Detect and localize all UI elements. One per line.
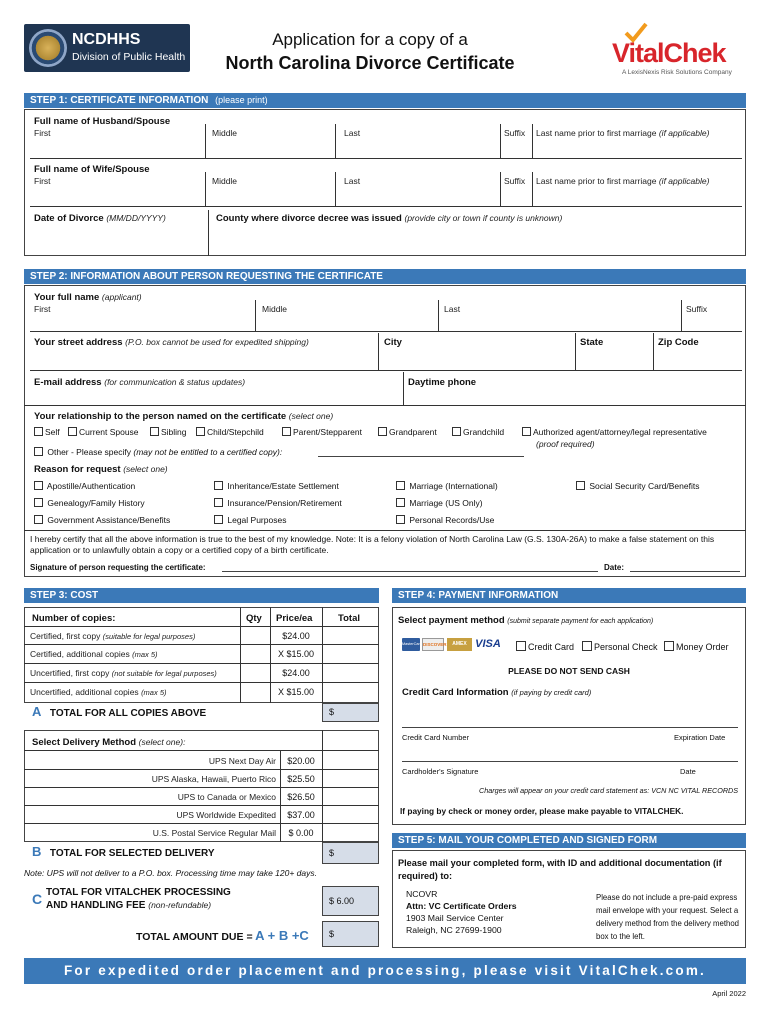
- phone-label: Daytime phone: [408, 377, 477, 388]
- addr-line: Attn: VC Certificate Orders: [406, 901, 517, 911]
- divider: [24, 663, 379, 664]
- page-title: North Carolina Divorce Certificate: [225, 53, 515, 73]
- total-c-label2: AND HANDLING FEE (non-refundable): [46, 900, 212, 911]
- rel-other-checkbox[interactable]: Other - Please specify (may not be entitled to a certified copy):: [34, 447, 282, 457]
- checkbox-icon[interactable]: [34, 427, 43, 436]
- zip-label: Zip Code: [658, 337, 699, 348]
- vitalchek-tagline: A LexisNexis Risk Solutions Company: [622, 69, 732, 76]
- checkbox-icon[interactable]: [214, 498, 223, 507]
- checkbox-icon[interactable]: [150, 427, 159, 436]
- pay-money-order-checkbox[interactable]: Money Order: [664, 641, 729, 652]
- amex-icon: AMEX: [447, 638, 472, 651]
- step3-heading: STEP 3: COST: [24, 588, 379, 603]
- step5-heading: STEP 5: MAIL YOUR COMPLETED AND SIGNED FORM: [392, 833, 746, 848]
- price-header: Price/ea: [276, 613, 313, 624]
- husband-middle-label: Middle: [212, 128, 238, 138]
- divider: [24, 530, 746, 531]
- d3-price: $26.50: [287, 792, 315, 802]
- applicant-name-input[interactable]: [30, 314, 742, 332]
- divider: [24, 787, 379, 788]
- addr-line: NCOVR: [406, 889, 438, 899]
- grand-total-input[interactable]: $: [322, 921, 379, 947]
- divider: [403, 372, 404, 405]
- total-b-row: B TOTAL FOR SELECTED DELIVERY: [32, 844, 215, 859]
- rel-child-checkbox[interactable]: Child/Stepchild: [196, 427, 264, 437]
- reason-personal-checkbox[interactable]: Personal Records/Use: [396, 515, 494, 525]
- copies-label: Number of copies:: [32, 613, 116, 624]
- d1-price: $20.00: [287, 756, 315, 766]
- wife-label: Full name of Wife/Spouse: [34, 164, 150, 175]
- reason-insurance-checkbox[interactable]: Insurance/Pension/Retirement: [214, 498, 342, 508]
- reason-inheritance-checkbox[interactable]: Inheritance/Estate Settlement: [214, 481, 339, 491]
- checkbox-icon[interactable]: [214, 515, 223, 524]
- checkbox-icon[interactable]: [664, 641, 674, 651]
- applicant-first-label: First: [34, 304, 51, 314]
- checkbox-icon[interactable]: [34, 481, 43, 490]
- vitalchek-logo: [610, 22, 750, 78]
- reason-gov-checkbox[interactable]: Government Assistance/Benefits: [34, 515, 170, 525]
- state-seal-icon: [29, 29, 67, 67]
- mail-instruction: Please mail your completed form, with ID and additional documentation (if required) to:: [398, 858, 722, 881]
- discover-icon: DISCOVER: [422, 638, 444, 651]
- divider: [24, 823, 379, 824]
- cardholder-signature-input[interactable]: [402, 746, 738, 762]
- rel-self-checkbox[interactable]: Self: [34, 427, 60, 437]
- reason-apostille-checkbox[interactable]: Apostille/Authentication: [34, 481, 135, 491]
- checkbox-icon[interactable]: [396, 481, 405, 490]
- rel-parent-checkbox[interactable]: Parent/Stepparent: [282, 427, 362, 437]
- step1-heading: STEP 1: CERTIFICATE INFORMATION (please print): [24, 93, 746, 108]
- rel-grandchild-checkbox[interactable]: Grandchild: [452, 427, 504, 437]
- ups-note: Note: UPS will not deliver to a P.O. box. Processing time may take 120+ days.: [24, 868, 317, 878]
- checkbox-icon[interactable]: [522, 427, 531, 436]
- cc-number-input[interactable]: [402, 712, 738, 728]
- checkbox-icon[interactable]: [196, 427, 205, 436]
- county-label: County where divorce decree was issued (provide city or town if county is unknown): [216, 213, 563, 224]
- total-c-letter: C: [32, 891, 43, 907]
- husband-label: Full name of Husband/Spouse: [34, 116, 171, 127]
- husband-first-label: First: [34, 128, 51, 138]
- rel-spouse-checkbox[interactable]: Current Spouse: [68, 427, 139, 437]
- checkbox-icon[interactable]: [452, 427, 461, 436]
- checkbox-icon[interactable]: [576, 481, 585, 490]
- husband-last-label: Last: [344, 128, 361, 138]
- total-header: Total: [338, 613, 360, 624]
- mastercard-icon: MasterCard: [402, 638, 420, 651]
- phone-input[interactable]: [408, 388, 742, 405]
- checkbox-icon[interactable]: [34, 515, 43, 524]
- logo-division: Division of Public Health: [72, 51, 186, 63]
- total-a-input[interactable]: $: [322, 703, 379, 722]
- divider: [322, 607, 323, 703]
- reason-ssc-checkbox[interactable]: Social Security Card/Benefits: [576, 481, 699, 491]
- relationship-label: Your relationship to the person named on the certificate (select one): [34, 411, 334, 422]
- delivery-ups-ak-hi-pr[interactable]: UPS Alaska, Hawaii, Puerto Rico: [151, 774, 276, 784]
- signature-row: Signature of person requesting the certificate:: [30, 563, 206, 572]
- divider: [240, 607, 241, 703]
- divider: [24, 626, 379, 627]
- rel-sibling-checkbox[interactable]: Sibling: [150, 427, 187, 437]
- reason-marriage-intl-checkbox[interactable]: Marriage (International): [396, 481, 498, 491]
- checkbox-icon[interactable]: [68, 427, 77, 436]
- page-title-line1: Application for a copy of a: [272, 30, 468, 49]
- reason-genealogy-checkbox[interactable]: Genealogy/Family History: [34, 498, 145, 508]
- divider: [322, 730, 323, 842]
- wife-middle-label: Middle: [212, 176, 238, 186]
- no-cash-warning: PLEASE DO NOT SEND CASH: [508, 666, 630, 676]
- divider: [24, 750, 379, 751]
- applicant-middle-label: Middle: [262, 304, 288, 314]
- mail-address: [406, 888, 517, 936]
- d4-price: $37.00: [287, 810, 315, 820]
- total-c-value: $ 6.00: [322, 886, 379, 916]
- qty-header: Qty: [246, 613, 262, 624]
- wife-prior-label: Last name prior to first marriage (if applicable): [536, 176, 710, 186]
- step2-heading: STEP 2: INFORMATION ABOUT PERSON REQUESTING THE CERTIFICATE: [24, 269, 746, 284]
- checkbox-icon[interactable]: [516, 641, 526, 651]
- payable-note: If paying by check or money order, please make payable to VITALCHEK.: [400, 806, 684, 816]
- city-label: City: [384, 337, 402, 348]
- signature-date-label: Date:: [604, 563, 625, 572]
- d5-price: $ 0.00: [288, 828, 314, 838]
- applicant-last-label: Last: [444, 304, 461, 314]
- checkbox-icon[interactable]: [396, 498, 405, 507]
- divorce-date-label: Date of Divorce (MM/DD/YYYY): [34, 213, 166, 224]
- husband-prior-label: Last name prior to first marriage (if applicable): [536, 128, 710, 138]
- cc-info-label: Credit Card Information (if paying by credit card): [402, 687, 592, 698]
- delivery-ups-canada-mexico[interactable]: UPS to Canada or Mexico: [177, 792, 276, 802]
- applicant-name-label: Your full name (applicant): [34, 292, 142, 303]
- cc-number-label: Credit Card Number: [402, 733, 470, 742]
- reason-label: Reason for request (select one): [34, 464, 168, 475]
- email-label: E-mail address (for communication & status updates): [34, 377, 246, 388]
- checkbox-icon[interactable]: [34, 498, 43, 507]
- checkbox-icon[interactable]: [34, 447, 43, 456]
- vitalchek-wordmark: VitalChek: [612, 38, 726, 68]
- divider: [24, 682, 379, 683]
- applicant-suffix-label: Suffix: [686, 304, 708, 314]
- delivery-label: Select Delivery Method (select one):: [32, 737, 186, 748]
- total-c-label: TOTAL FOR VITALCHEK PROCESSING: [46, 887, 231, 898]
- pay-personal-check-checkbox[interactable]: Personal Check: [582, 641, 658, 652]
- row3-price: $24.00: [282, 668, 310, 678]
- total-b-input[interactable]: $: [322, 842, 379, 864]
- divider: [270, 607, 271, 703]
- street-address-label: Your street address (P.O. box cannot be used for expedited shipping): [34, 337, 309, 348]
- d2-price: $25.50: [287, 774, 315, 784]
- checkbox-icon[interactable]: [396, 515, 405, 524]
- wife-suffix-label: Suffix: [504, 176, 526, 186]
- addr-line: Raleigh, NC 27699-1900: [406, 925, 502, 935]
- grand-total-label: TOTAL AMOUNT DUE = A + B +C: [136, 928, 309, 943]
- total-a-row: A TOTAL FOR ALL COPIES ABOVE: [32, 704, 207, 719]
- ncdhhs-logo: [24, 24, 190, 72]
- checkbox-icon[interactable]: [378, 427, 387, 436]
- rel-grandparent-checkbox[interactable]: Grandparent: [378, 427, 437, 437]
- copies-row-label: Certified, additional copies (max 5): [30, 649, 158, 659]
- visa-icon: VISA: [475, 638, 501, 650]
- state-label: State: [580, 337, 604, 348]
- husband-suffix-label: Suffix: [504, 128, 526, 138]
- rel-agent-checkbox[interactable]: Authorized agent/attorney/legal representative: [522, 427, 707, 437]
- step4-heading: STEP 4: PAYMENT INFORMATION: [392, 588, 746, 603]
- row1-price: $24.00: [282, 631, 310, 641]
- wife-last-label: Last: [344, 176, 361, 186]
- cardholder-signature-label: Cardholder's Signature: [402, 767, 479, 776]
- footer-banner: For expedited order placement and processing, please visit VitalChek.com.: [24, 958, 746, 984]
- county-input[interactable]: [212, 226, 742, 252]
- exp-date-label: Expiration Date: [674, 733, 726, 742]
- rel-agent-note: (proof required): [536, 439, 595, 449]
- rel-other-input[interactable]: [318, 445, 524, 457]
- cc-date-label: Date: [680, 767, 696, 776]
- certification-text: I hereby certify that all the above information is true to the best of my knowledge. Note: It is a felony violation of North Carolina Law (G.S. 130A-26A) to make a false statement on this application or to unlawfully obtain a copy or a certified copy of a birth certificate.: [30, 534, 715, 555]
- divider: [24, 644, 379, 645]
- logo-org: NCDHHS: [72, 31, 141, 48]
- checkbox-icon[interactable]: [282, 427, 291, 436]
- divorce-date-input[interactable]: [30, 226, 204, 252]
- email-input[interactable]: [30, 388, 400, 405]
- delivery-ups-next-day[interactable]: UPS Next Day Air: [208, 756, 276, 766]
- reason-legal-checkbox[interactable]: Legal Purposes: [214, 515, 286, 525]
- signature-date-input[interactable]: [630, 562, 740, 572]
- form-date: April 2022: [712, 989, 746, 998]
- divider: [24, 769, 379, 770]
- signature-input[interactable]: [222, 562, 598, 572]
- prepaid-note: Please do not include a pre-paid express mail envelope with your request. Select a delivery method from the delivery method box to the left.: [596, 893, 740, 941]
- payment-method-label: Select payment method (submit separate payment for each application): [398, 615, 654, 626]
- row2-price: X $15.00: [277, 649, 315, 659]
- divider: [280, 750, 281, 842]
- charges-note: Charges will appear on your credit card statement as: VCN NC VITAL RECORDS: [479, 786, 738, 795]
- husband-name-input[interactable]: [30, 139, 742, 159]
- copies-row-label: Uncertified, additional copies (max 5): [30, 687, 167, 697]
- copies-row-label: Uncertified, first copy (not suitable for legal purposes): [30, 668, 217, 678]
- checkbox-icon[interactable]: [582, 641, 592, 651]
- delivery-usps-regular[interactable]: U.S. Postal Service Regular Mail: [152, 828, 276, 838]
- street-address-input[interactable]: [30, 350, 742, 371]
- row4-price: X $15.00: [277, 687, 315, 697]
- reason-marriage-us-checkbox[interactable]: Marriage (US Only): [396, 498, 483, 508]
- divider: [24, 405, 746, 406]
- checkbox-icon[interactable]: [214, 481, 223, 490]
- divider: [24, 805, 379, 806]
- wife-name-input[interactable]: [30, 187, 742, 207]
- pay-credit-card-checkbox[interactable]: Credit Card: [516, 641, 574, 652]
- divider: [208, 210, 209, 256]
- delivery-ups-worldwide[interactable]: UPS Worldwide Expedited: [176, 810, 276, 820]
- copies-row-label: Certified, first copy (suitable for legal purposes): [30, 631, 196, 641]
- addr-line: 1903 Mail Service Center: [406, 913, 504, 923]
- wife-first-label: First: [34, 176, 51, 186]
